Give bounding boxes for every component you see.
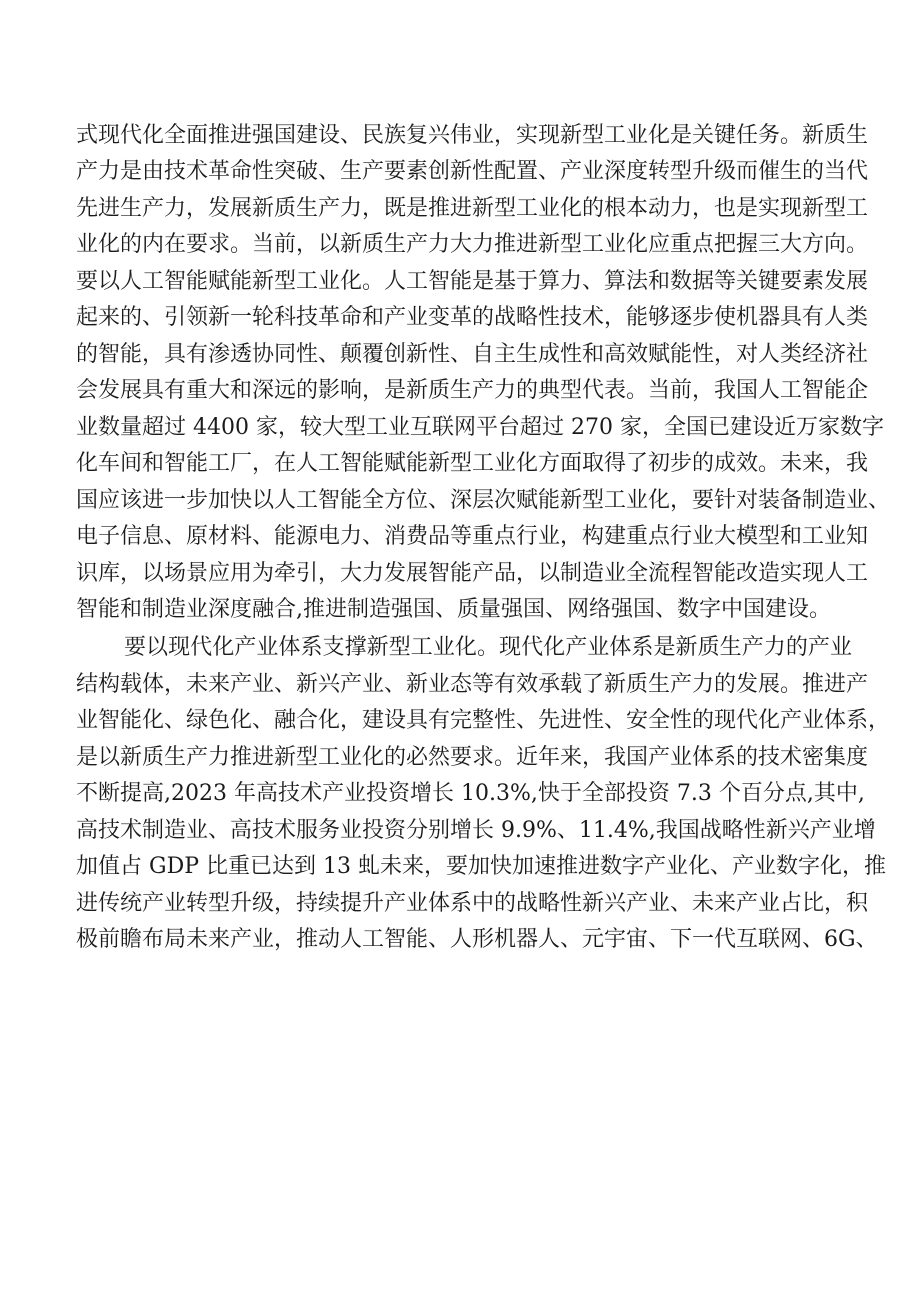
paragraph-3-line-6: 高技术制造业、高技术服务业投资分别增长 9.9%、11.4%,我国战略性新兴产业增: [76, 818, 876, 843]
paragraph-3-line-5: 不断提高,2023 年高技术产业投资增长 10.3%,快于全部投资 7.3 个百分点,其中,: [76, 781, 865, 806]
paragraph-1-line-2: 产力是由技术革命性突破、生产要素创新性配置、产业深度转型升级而催生的当代: [76, 159, 869, 184]
paragraph-1-line-1: 式现代化全面推进强国建设、民族复兴伟业，实现新型工业化是关键任务。新质生: [76, 123, 869, 148]
paragraph-3-line-7: 加值占 GDP 比重已达到 13 虬未来，要加快加速推进数字产业化、产业数字化，推: [76, 854, 886, 879]
paragraph-2-line-10: 智能和制造业深度融合,推进制造强国、质量强国、网络强国、数字中国建设。: [76, 597, 831, 622]
paragraph-3-line-2: 结构载体，未来产业、新兴产业、新业态等有效承载了新质生产力的发展。推进产: [76, 672, 869, 697]
paragraph-3-line-9: 极前瞻布局未来产业，推动人工智能、人形机器人、元宇宙、下一代互联网、6G、: [76, 927, 878, 952]
paragraph-2-line-6: 化车间和智能工厂，在人工智能赋能新型工业化方面取得了初步的成效。未来，我: [76, 451, 869, 476]
paragraph-1-line-3: 先进生产力，发展新质生产力，既是推进新型工业化的根本动力，也是实现新型工: [76, 196, 869, 221]
paragraph-2-line-5: 业数量超过 4400 家，较大型工业互联网平台超过 270 家，全国已建设近万家数字: [76, 415, 884, 440]
paragraph-3-line-4: 是以新质生产力推进新型工业化的必然要求。近年来，我国产业体系的技术密集度: [76, 745, 869, 770]
paragraph-2-line-7: 国应该进一步加快以人工智能全方位、深层次赋能新型工业化，要针对装备制造业、: [76, 488, 891, 513]
paragraph-1-line-4: 业化的内在要求。当前，以新质生产力大力推进新型工业化应重点把握三大方向。: [76, 232, 869, 257]
paragraph-2-line-3: 的智能，具有渗透协同性、颠覆创新性、自主生成性和高效赋能性，对人类经济社: [76, 342, 869, 367]
paragraph-2-line-4: 会发展具有重大和深远的影响，是新质生产力的典型代表。当前，我国人工智能企: [76, 378, 869, 403]
paragraph-3-line-1: 要以现代化产业体系支撑新型工业化。现代化产业体系是新质生产力的产业: [124, 635, 852, 660]
paragraph-3-line-3: 业智能化、绿色化、融合化，建设具有完整性、先进性、安全性的现代化产业体系，: [76, 708, 891, 733]
paragraph-2-line-1: 要以人工智能赋能新型工业化。人工智能是基于算力、算法和数据等关键要素发展: [76, 269, 869, 294]
paragraph-3-line-8: 进传统产业转型升级，持续提升产业体系中的战略性新兴产业、未来产业占比，积: [76, 891, 869, 916]
paragraph-2-line-8: 电子信息、原材料、能源电力、消费品等重点行业，构建重点行业大模型和工业知: [76, 524, 869, 549]
paragraph-2-line-9: 识库，以场景应用为牵引，大力发展智能产品，以制造业全流程智能改造实现人工: [76, 561, 869, 586]
paragraph-2-line-2: 起来的、引领新一轮科技革命和产业变革的战略性技术，能够逐步使机器具有人类: [76, 305, 869, 330]
